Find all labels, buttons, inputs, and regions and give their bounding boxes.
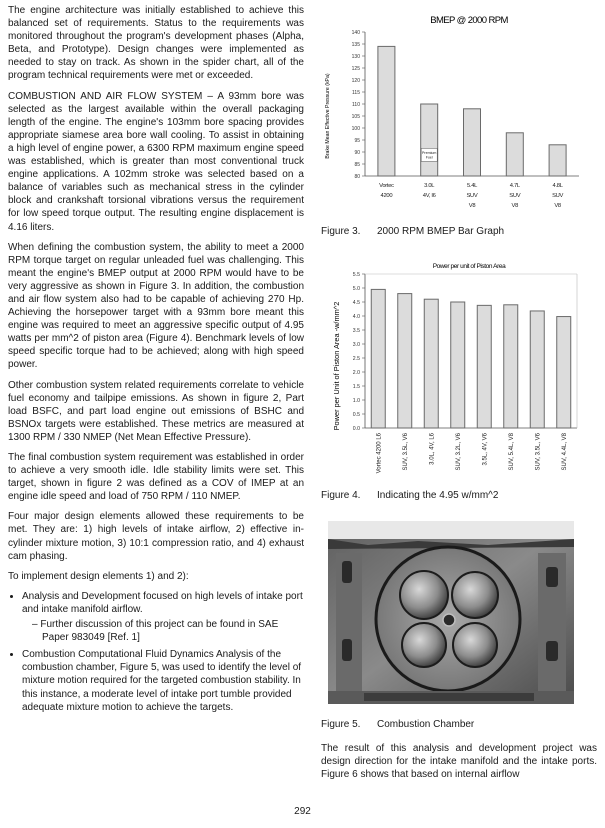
figure3-number: Figure 3. <box>321 226 361 237</box>
x-tick-label: SUV, 4.4L, V8 <box>561 433 568 471</box>
bullet-text: Combustion Computational Fluid Dynamics Analysis of the combustion chamber, Figure 5, was used to identify the level of mixture motion required for the targeted combustion stability. In this instance, a moderate level of intake port tumble provided adequate mixture motion to achieve the targets. <box>22 649 302 713</box>
bar <box>549 145 566 176</box>
bullet-list <box>8 590 304 714</box>
x-tick-label: 3.5L, 4V, V6 <box>482 433 489 466</box>
x-tick-label: SUV, 5.4L, V8 <box>508 433 515 471</box>
coolant-hole <box>342 639 352 661</box>
x-tick-label: 3.0L, 4V, L6 <box>429 433 436 465</box>
x-tick-label: SUV <box>466 193 478 199</box>
list-item <box>22 590 304 644</box>
x-tick-label: Vortec 4200 L6 <box>376 433 383 474</box>
y-axis-label: Power per Unit of Piston Area -w/mm^2 <box>332 301 341 431</box>
x-tick-label: SUV <box>552 193 564 199</box>
bottom-gasket <box>364 693 534 701</box>
figure4-caption <box>321 489 597 502</box>
spark-plug <box>443 614 455 626</box>
x-tick-label: 3.0L <box>424 183 435 189</box>
y-tick-label: 135 <box>351 41 360 48</box>
bar <box>530 311 544 428</box>
y-tick-label: 80 <box>354 173 360 180</box>
bar <box>557 317 571 428</box>
x-tick-label: 5.4L <box>466 183 478 189</box>
y-tick-label: 125 <box>351 65 360 72</box>
chart-title: BMEP @ 2000 RPM <box>430 15 508 26</box>
bar <box>464 109 481 176</box>
y-tick-label: 95 <box>354 137 360 144</box>
intake-valve <box>452 572 498 618</box>
y-tick-label: 3.5 <box>352 327 360 334</box>
x-tick-label: SUV, 3.2L, V6 <box>455 433 462 471</box>
x-tick-label: V8 <box>511 203 519 209</box>
paragraph-design-elements: Four major design elements allowed these requirements to be met. They are: 1) high levels of intake airflow, 2) effective in-cylinder mixture motion, 3) 10:1 compression ratio, and 4) exhaust cam phasing. <box>8 511 304 562</box>
bar <box>451 302 465 428</box>
bar <box>421 104 438 176</box>
y-tick-label: 4.5 <box>352 299 360 306</box>
y-tick-label: 110 <box>352 101 360 108</box>
paragraph-idle: The final combustion system requirement was established in order to achieve a very smooth idle. Idle stability limits were set. This target, shown in figure 2 was defined as a COV of IMEP at an engine idle speed and load of 750 RPM / 110 NMEP. <box>8 452 304 503</box>
paragraph-result: The result of this analysis and development project was design direction for the intake manifold and the intake ports. Figure 6 shows that based on internal airflow <box>321 743 597 781</box>
x-tick-label: 4200 <box>380 193 393 199</box>
y-axis-label: Brake Mean Effective Pressure (kPa) <box>325 73 331 159</box>
figure5-caption <box>321 718 597 731</box>
paragraph-implement: To implement design elements 1) and 2): <box>8 570 189 582</box>
exhaust-valve <box>453 623 497 667</box>
y-tick-label: 4.0 <box>352 313 360 320</box>
y-tick-label: 1.5 <box>352 383 360 390</box>
paragraph-torque-target: When defining the combustion system, the ability to meet a 2000 RPM torque target on regular unleaded fuel was challenging. This meant the engine's BMEP output at 2000 RPM would have to be very aggressive as shown in Figure 3. In addition, the combustion and air flow system also had to be capable of achieving 270 Hp. Achieving the horsepower target with a 93mm bore meant this engine was required to meet an aggressive specific output of 4.95 watts per mm^2 of piston area (Figure 4). Benchmark levels of low speed specific torque had to be achieved; along with high speed power. <box>8 241 304 371</box>
x-tick-label: SUV, 3.5L, V6 <box>535 433 542 471</box>
x-tick-label: 4.7L <box>509 183 520 189</box>
figure3-caption <box>321 225 597 238</box>
y-tick-label: 2.0 <box>352 369 360 376</box>
x-tick-label: SUV, 3.5L, V6 <box>402 433 409 471</box>
x-tick-label: 4.8L <box>552 183 563 189</box>
list-item <box>22 648 304 713</box>
y-tick-label: 120 <box>351 77 360 84</box>
power-per-area-bar-chart <box>317 256 597 488</box>
coolant-hole <box>546 567 558 587</box>
y-tick-label: 1.0 <box>352 397 360 404</box>
y-tick-label: 115 <box>352 89 360 96</box>
y-tick-label: 2.5 <box>352 355 360 362</box>
figure5-caption-text: Combustion Chamber <box>377 719 475 730</box>
bar <box>506 133 523 176</box>
figure3-caption-text: 2000 RPM BMEP Bar Graph <box>377 226 505 237</box>
top-edge <box>328 521 574 539</box>
bar <box>477 305 491 428</box>
sub-list <box>22 618 304 644</box>
sub-list-item: – Further discussion of this project can be found in SAE Paper 983049 [Ref. 1] <box>32 619 279 644</box>
bar <box>378 46 395 176</box>
y-tick-label: 90 <box>354 149 360 156</box>
y-tick-label: 105 <box>351 113 360 120</box>
y-tick-label: 5.5 <box>352 271 360 278</box>
premium-fuel-label: Fuel <box>425 155 433 160</box>
figure4-caption-text: Indicating the 4.95 w/mm^2 <box>377 490 499 501</box>
y-tick-label: 130 <box>351 53 360 60</box>
y-tick-label: 0.5 <box>352 411 360 418</box>
y-tick-label: 3.0 <box>352 341 360 348</box>
intake-valve <box>400 571 448 619</box>
page-number: 292 <box>294 806 311 817</box>
left-column <box>8 4 304 718</box>
figure4-number: Figure 4. <box>321 490 361 501</box>
y-tick-label: 5.0 <box>352 285 360 292</box>
y-tick-label: 140 <box>351 29 360 36</box>
exhaust-valve <box>402 623 446 667</box>
figure5-number: Figure 5. <box>321 719 361 730</box>
y-tick-label: 0.0 <box>352 425 360 432</box>
x-tick-label: Vortec <box>379 183 394 189</box>
combustion-chamber-photo <box>328 521 574 704</box>
bar <box>504 305 518 428</box>
y-tick-label: 85 <box>354 161 360 168</box>
x-tick-label: V8 <box>554 203 561 209</box>
bullet-text: Analysis and Development focused on high levels of intake port and intake manifold airflow. <box>22 590 303 615</box>
x-tick-label: SUV <box>509 193 521 199</box>
bmep-bar-chart <box>317 0 597 218</box>
paragraph-architecture: The engine architecture was initially established to achieve this balanced set of requirements. Status to the requirements was monitored throughout the program's development phases (Alpha, Beta, and Prototype). Design changes were implemented as needed to stay on track. As shown in the spider chart, all of the program technical requirements were met or exceeded. <box>8 5 304 82</box>
bar <box>424 299 438 428</box>
y-tick-label: 100 <box>351 125 360 132</box>
paragraph-combustion-airflow: COMBUSTION AND AIR FLOW SYSTEM – A 93mm bore was selected as the largest available within the overall packaging length of the engine. The engine's 103mm bore spacing provides appropriate siamese area bore wall cooling. To assist in obtaining a high level of engine power, a 6300 RPM maximum engine speed was established, which is greater than most conventional truck engine applications. A 102mm stroke was selected based on a balance of variables such as mechanical stress in the cylinder block and crankshaft torsional vibrations versus the requirement for low speed torque output. The resulting engine displacement is 4.16 liters. <box>8 90 304 233</box>
paragraph-emissions: Other combustion system related requirements correlate to vehicle fuel economy and tailpipe emissions. As shown in figure 2, Part load BSFC, and part load engine out emissions of BSHC and BSNOx targets were established. These metrics are measured at 1300 RPM / 330 NMEP (Net Mean Effective Pressure). <box>8 379 304 443</box>
bar <box>398 294 412 428</box>
coolant-hole <box>546 641 558 661</box>
coolant-hole <box>342 561 352 583</box>
premium-fuel-label: Premium <box>422 150 437 155</box>
chart-title: Power per unit of Piston Area <box>432 263 506 270</box>
x-tick-label: V8 <box>468 203 476 209</box>
x-tick-label: 4V, I6 <box>422 193 436 199</box>
bar <box>371 289 385 428</box>
